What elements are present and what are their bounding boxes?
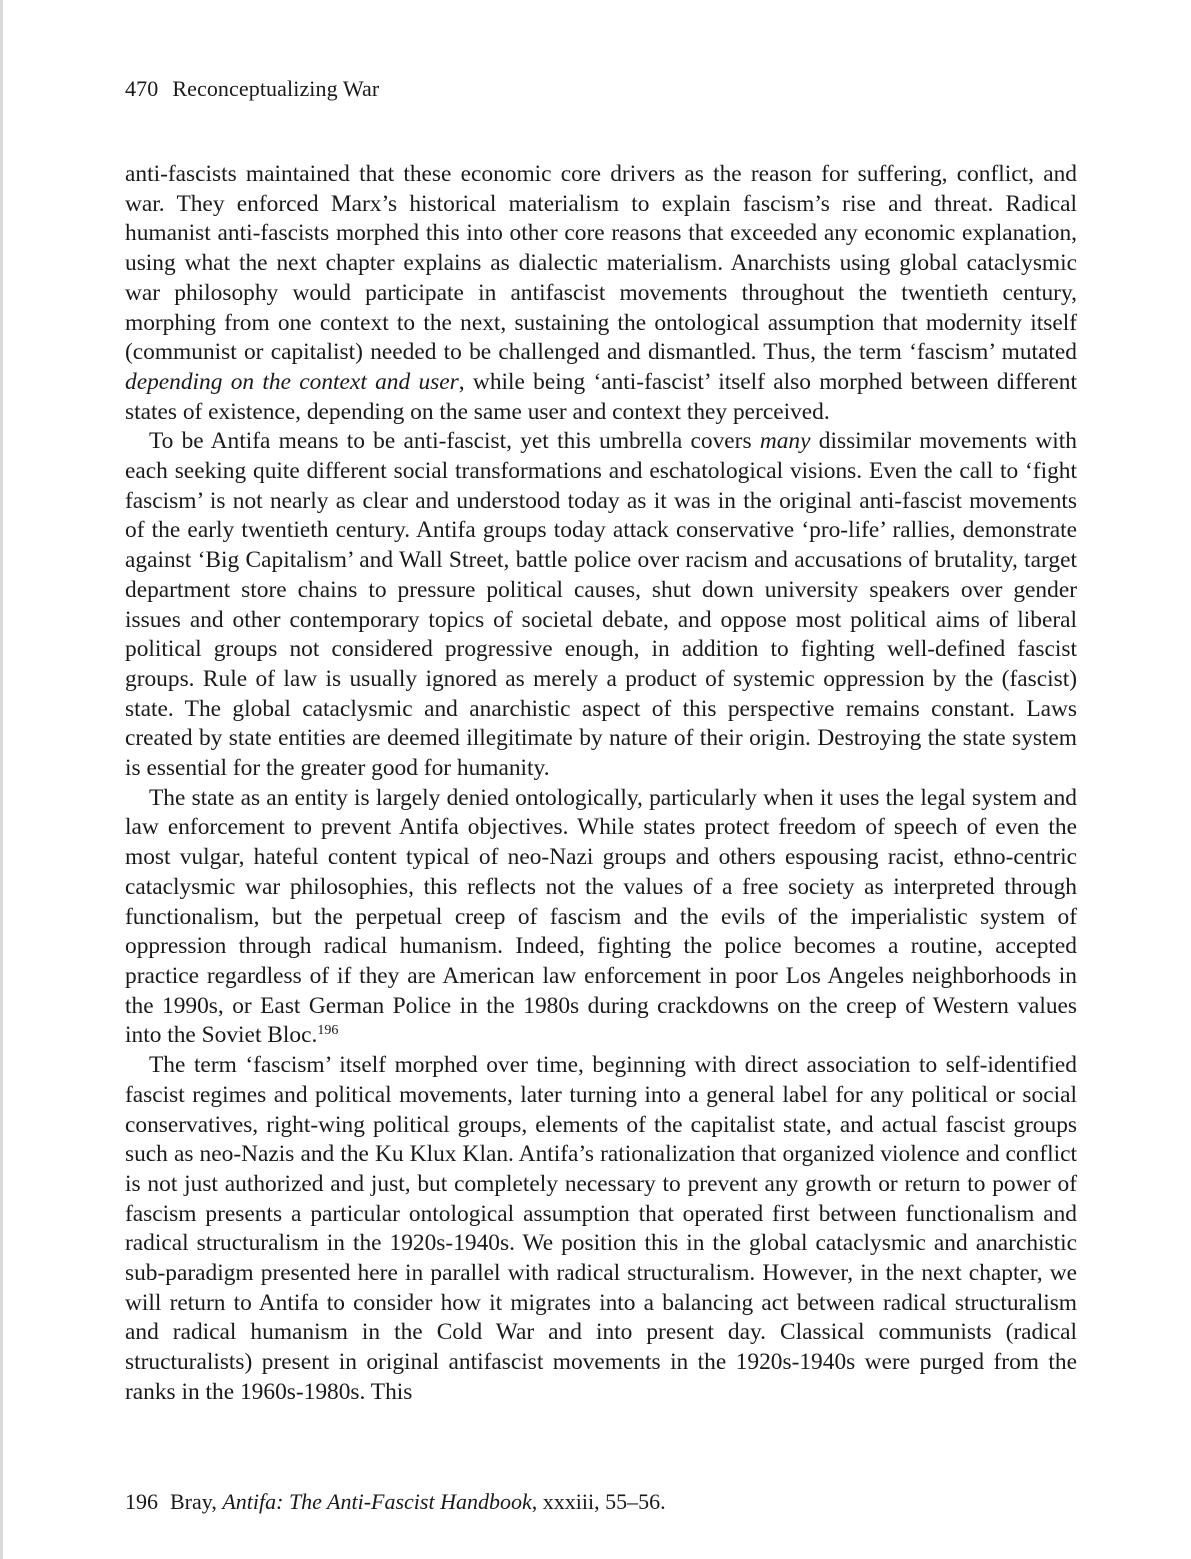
italic-run: many <box>759 428 811 455</box>
body-text <box>125 160 1077 1408</box>
footnote <box>125 1487 666 1517</box>
italic-run: depending on the context and user <box>125 368 459 395</box>
page-edge <box>0 0 3 1559</box>
footnote-number: 196 <box>125 1489 158 1514</box>
running-header <box>125 74 379 104</box>
paragraph-3 <box>125 784 1077 1051</box>
text-run: The state as an entity is largely denied ontologically, particularly when it uses the legal system and law enforcement to prevent Antifa objectives. While states protect freedom of speech of even the most vulgar, hateful content typical of neo-Nazi groups and others espousing racist, ethno-centric cataclysmic war philosophies, this reflects not the values of a free society as interpreted through functionalism, but the perpetual creep of fascism and the evils of the imperialistic system of oppression through radical humanism. Indeed, fighting the police becomes a routine, accepted practice regardless of if they are American law enforcement in poor Los Angeles neighborhoods in the 1990s, or East German Police in the 1980s during crackdowns on the creep of Western values into the Soviet Bloc. <box>125 784 1077 1049</box>
text-run: anti-fascists maintained that these economic core drivers as the reason for suffering, conflict, and war. They enforced Marx’s historical materialism to explain fascism’s rise and threat. Radical humanist anti-fascists morphed this into other core reasons that exceeded any economic explanation, using what the next chapter explains as dialectic materialism. Anarchists using global cataclysmic war philosophy would participate in antifascist movements throughout the twentieth century, morphing from one context to the next, sustaining the ontological assumption that modernity itself (communist or capitalist) needed to be challenged and dismantled. Thus, the term ‘fascism’ mutated <box>125 161 1077 366</box>
footnote-pages: , xxxiii, 55–56. <box>531 1489 666 1514</box>
paragraph-2 <box>125 427 1077 783</box>
footnote-title: Antifa: The Anti-Fascist Handbook <box>222 1489 532 1514</box>
running-title: Reconceptualizing War <box>172 76 380 101</box>
page-number: 470 <box>125 76 159 101</box>
text-run: To be Antifa means to be anti-fascist, yet this umbrella covers <box>149 428 760 455</box>
footnote-author: Bray, <box>170 1489 223 1514</box>
paragraph-4 <box>125 1051 1077 1407</box>
paragraph-1 <box>125 160 1077 427</box>
text-run: The term ‘fascism’ itself morphed over time, beginning with direct association to self-identified fascist regimes and political movements, later turning into a general label for any political or social conservatives, right-wing political groups, elements of the capitalist state, and actual fascist groups such as neo-Nazis and the Ku Klux Klan. Antifa’s rationalization that organized violence and conflict is not just authorized and just, but completely necessary to prevent any growth or return to power of fascism presents a particular ontological assumption that operated first between functionalism and radical structuralism in the 1920s-1940s. We position this in the global cataclysmic and anarchistic sub-paradigm presented here in parallel with radical structuralism. However, in the next chapter, we will return to Antifa to consider how it migrates into a balancing act between radical structuralism and radical humanism in the Cold War and into present day. Classical communists (radical structuralists) present in original antifascist movements in the 1920s-1940s were purged from the ranks in the 1960s-1980s. This <box>125 1052 1077 1405</box>
text-run: dissimilar movements with each seeking quite different social transformations and eschatological visions. Even the call to ‘fight fascism’ is not nearly as clear and understood today as it was in the original anti-fascist movements of the early twentieth century. Antifa groups today attack conservative ‘pro-life’ rallies, demonstrate against ‘Big Capitalism’ and Wall Street, battle police over racism and accusations of brutality, target department store chains to pressure political causes, shut down university speakers over gender issues and other contemporary topics of societal debate, and oppose most political aims of liberal political groups not considered progressive enough, in addition to fighting well-defined fascist groups. Rule of law is usually ignored as merely a product of systemic oppression by the (fascist) state. The global cataclysmic and anarchistic aspect of this perspective remains constant. Laws created by state entities are deemed illegitimate by nature of their origin. Destroying the state system is essential for the greater good for humanity. <box>125 428 1077 782</box>
footnote-reference[interactable]: 196 <box>317 1023 339 1039</box>
text-run: , while being ‘anti-fascist’ itself also morphed between different states of existence, depending on the same user and context they perceived. <box>125 368 1077 425</box>
